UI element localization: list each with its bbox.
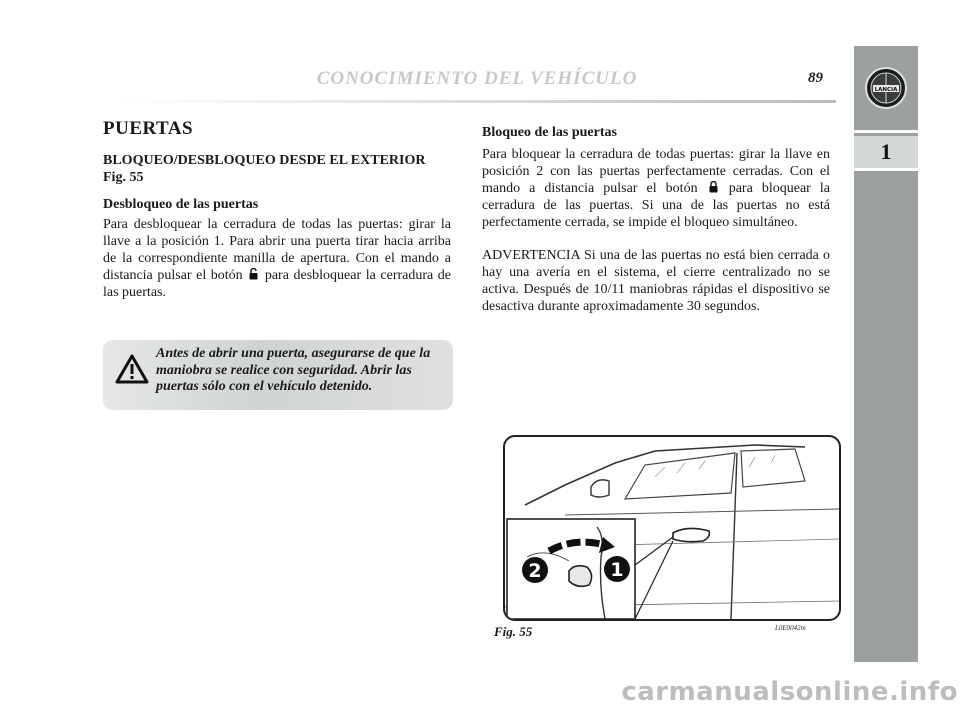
figure-label-1: 1 (610, 559, 624, 581)
unlock-text-2: para desbloquear la cerradura de las puertas. (103, 268, 452, 300)
warning-box (103, 340, 453, 410)
unlock-paragraph (103, 216, 451, 301)
left-column (103, 118, 451, 301)
subtitle: BLOQUEO/DESBLOQUEO DESDE EL EXTERIOR Fig. 55 (103, 153, 426, 185)
advertencia-paragraph: ADVERTENCIA Si una de las puertas no está bien cerrada o hay una avería en el sistema, el cierre centralizado no se activa. Después de 10/11 maniobras rápidas el dispositivo se desactiva durante aproximadamente 30 segundos. (482, 248, 830, 314)
warning-text: Antes de abrir una puerta, asegurarse de que la maniobra se realice con seguridad. Abrir las puertas sólo con el vehículo detenido. (156, 346, 431, 394)
side-separator (854, 130, 918, 133)
svg-text:LANCIA: LANCIA (874, 87, 898, 93)
lancia-logo (854, 46, 918, 130)
lock-heading: Bloqueo de las puertas (482, 125, 617, 140)
warning-triangle-icon (115, 354, 149, 384)
door-illustration (505, 437, 839, 619)
figure-code: L0E0042m (775, 624, 806, 632)
side-separator (854, 168, 918, 171)
lock-text-2: para bloquear la cerradura de las puertas. Si una de las puertas no está perfectamente cerrada, se impide el bloqueo simultáneo. (482, 181, 830, 230)
section-title: PUERTAS (103, 118, 194, 139)
figure-caption: Fig. 55 (494, 624, 533, 639)
unlock-icon (249, 268, 258, 280)
lock-icon (709, 181, 718, 193)
unlock-heading: Desbloqueo de las puertas (103, 197, 259, 212)
running-header-title: CONOCIMIENTO DEL VEHÍCULO (316, 68, 638, 89)
figure-55 (503, 435, 841, 621)
lock-text-1: Para bloquear la cerradura de todas puertas: girar la llave en posición 2 con las puertas perfectamente cerradas. Con el mando a distancia pulsar el botón (482, 147, 830, 196)
watermark: carmanualsonline.info (621, 677, 958, 707)
figure-label-2: 2 (528, 560, 542, 582)
right-column (482, 124, 830, 315)
lancia-shield-icon (863, 62, 909, 114)
page-number: 89 (808, 70, 823, 86)
lock-paragraph (482, 146, 830, 231)
unlock-text-1: Para desbloquear la cerradura de todas las puertas: girar la llave a la posición 1. Para abrir una puerta tirar hacia arriba de la correspondiente manilla de apertura. Con el mando a distancia pulsar el botón (103, 217, 451, 283)
chapter-number: 1 (854, 136, 918, 168)
header-rule (112, 100, 836, 103)
